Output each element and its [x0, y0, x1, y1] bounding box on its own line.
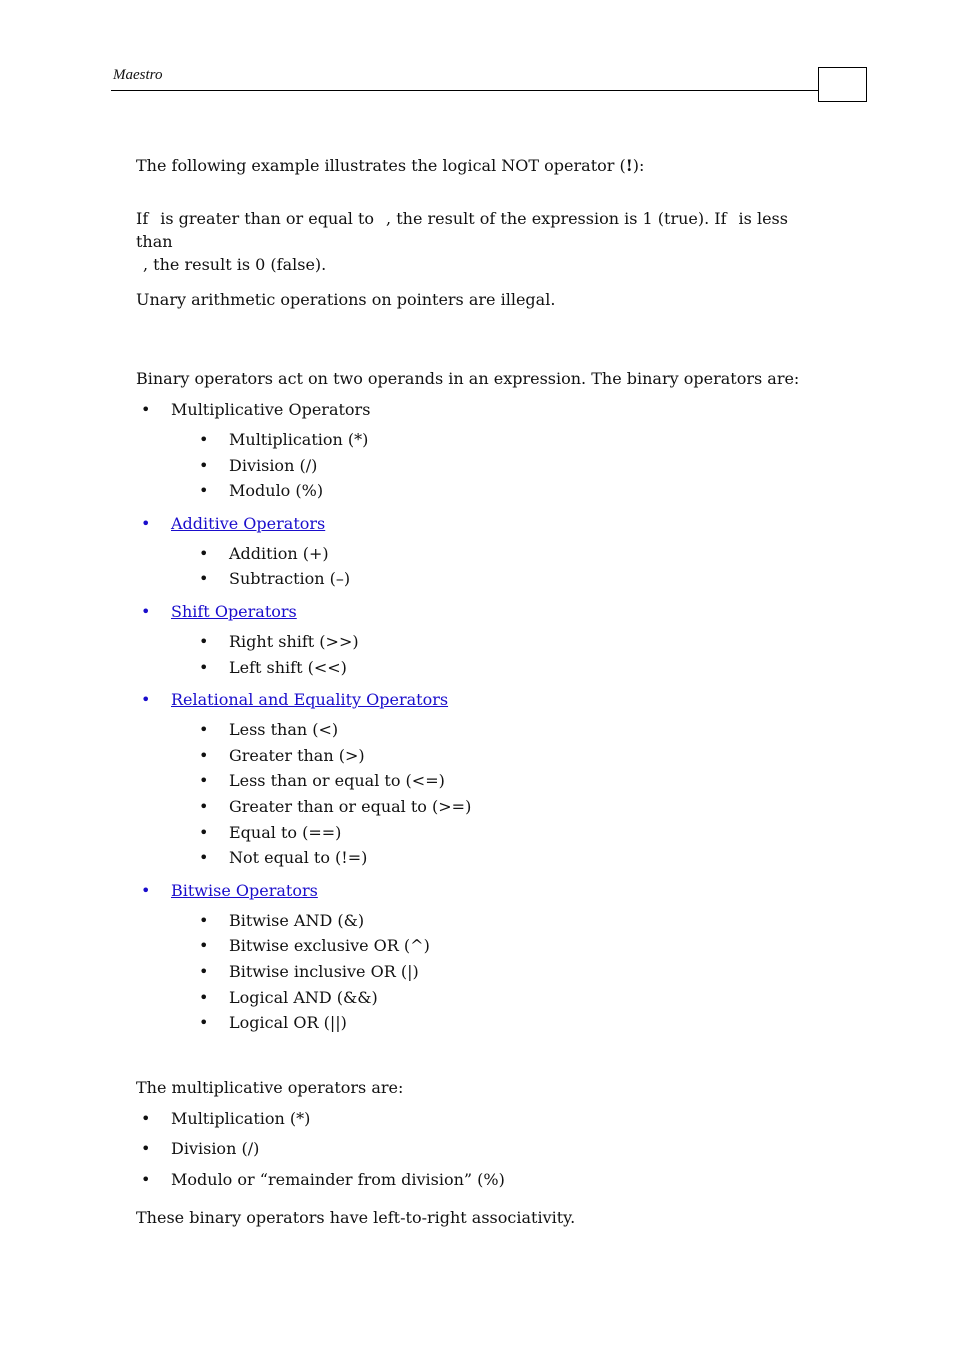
- group-relational: [136, 688, 816, 871]
- sublist: [171, 541, 816, 592]
- unary-note: Unary arithmetic operations on pointers are illegal.: [136, 290, 556, 309]
- group-shift: [136, 600, 816, 680]
- list-item: • Division (/): [136, 1137, 816, 1168]
- group-multiplicative: [136, 398, 816, 504]
- cond-part1: If: [136, 209, 149, 228]
- group-additive: [136, 512, 816, 592]
- not-operator-intro: [136, 154, 816, 177]
- cond-part2: is greater than or equal to: [160, 209, 375, 228]
- cond-line2: , the result is 0 (false).: [143, 255, 327, 274]
- sublist: [171, 629, 816, 680]
- page-number-box: [818, 67, 867, 102]
- group-label: • Multiplicative Operators: [171, 400, 371, 419]
- list-item: • Subtraction (–): [136, 566, 816, 592]
- cond-part4: is less than: [136, 209, 788, 251]
- not-operator-symbol: !: [625, 156, 633, 175]
- list-item: • Logical AND (&&): [136, 985, 816, 1011]
- intro-text: The following example illustrates the logical NOT operator (: [136, 156, 626, 175]
- list-item: • Left shift (<<): [136, 655, 816, 681]
- list-item: • Multiplication (*): [136, 427, 816, 453]
- multiplicative-intro: The multiplicative operators are:: [136, 1077, 404, 1097]
- intro-end: ):: [632, 156, 645, 175]
- associativity-note: These binary operators have left-to-right associativity.: [136, 1208, 576, 1228]
- list-item: • Less than or equal to (<=): [136, 768, 816, 794]
- page-content: [136, 154, 816, 1229]
- relational-operators-link[interactable]: Relational and Equality Operators: [171, 690, 449, 710]
- list-item: • Equal to (==): [136, 820, 816, 846]
- list-item: • Right shift (>>): [136, 629, 816, 655]
- list-item: • Bitwise AND (&): [136, 908, 816, 934]
- header-title: Maestro: [113, 67, 163, 83]
- bitwise-operators-link[interactable]: Bitwise Operators: [171, 880, 318, 900]
- list-item: • Multiplication (*): [136, 1107, 816, 1138]
- list-item: • Addition (+): [136, 541, 816, 567]
- sublist: [171, 908, 816, 1036]
- list-item: • Greater than or equal to (>=): [136, 794, 816, 820]
- condition-paragraph: [136, 207, 816, 276]
- cond-part3: , the result of the expression is 1 (true). If: [386, 209, 727, 228]
- sublist: [171, 427, 816, 504]
- list-item: • Division (/): [136, 453, 816, 479]
- multiplicative-list: [136, 1107, 816, 1199]
- list-item: • Modulo or “remainder from division” (%): [136, 1168, 816, 1199]
- list-item: • Less than (<): [136, 717, 816, 743]
- list-item: • Bitwise exclusive OR (^): [136, 933, 816, 959]
- list-item: • Not equal to (!=): [136, 845, 816, 871]
- binary-operator-groups: [136, 398, 816, 1036]
- header-rule: [111, 90, 819, 91]
- binary-intro: Binary operators act on two operands in an expression. The binary operators are:: [136, 369, 800, 388]
- group-bitwise: [136, 879, 816, 1036]
- list-item: • Modulo (%): [136, 478, 816, 504]
- list-item: • Bitwise inclusive OR (|): [136, 959, 816, 985]
- additive-operators-link[interactable]: Additive Operators: [171, 513, 326, 533]
- sublist: [171, 717, 816, 871]
- list-item: • Greater than (>): [136, 743, 816, 769]
- shift-operators-link[interactable]: Shift Operators: [171, 601, 297, 621]
- list-item: • Logical OR (||): [136, 1010, 816, 1036]
